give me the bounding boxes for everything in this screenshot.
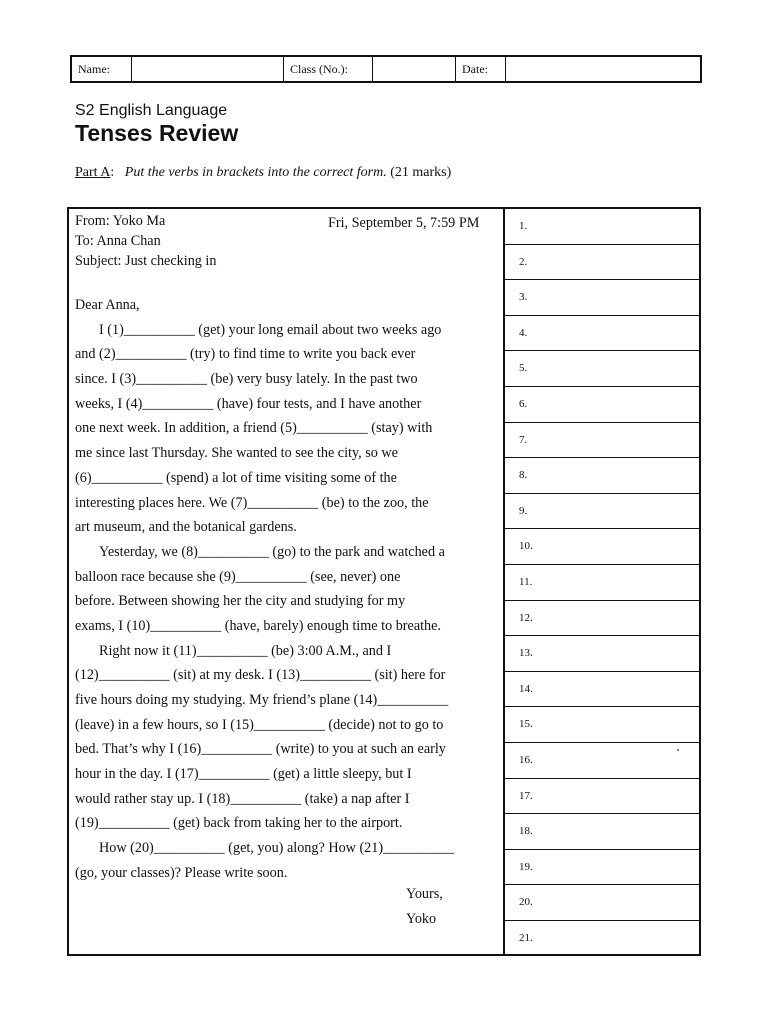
instructions <box>75 165 451 181</box>
answer-box[interactable]: 20. <box>505 885 701 921</box>
email-line: hour in the day. I (17)__________ (get) a little sleepy, but I <box>75 766 412 783</box>
email-line: bed. That’s why I (16)__________ (write) to you at such an early <box>75 741 446 758</box>
part-colon: : <box>110 165 115 180</box>
answer-box[interactable]: 17. <box>505 779 701 815</box>
answer-box[interactable]: 9. <box>505 494 701 530</box>
page-title: Tenses Review <box>75 120 239 146</box>
email-line: art museum, and the botanical gardens. <box>75 519 297 536</box>
answer-box[interactable]: 11. <box>505 565 701 601</box>
exercise-box <box>67 207 701 956</box>
closing-text: Yours, <box>406 886 443 902</box>
class-field[interactable] <box>373 57 456 81</box>
answer-box[interactable]: 21. <box>519 931 533 944</box>
email-body <box>75 293 499 886</box>
email-subject: Subject: Just checking in <box>75 253 217 269</box>
answer-box[interactable]: 7. <box>505 423 701 459</box>
email-from: From: Yoko Ma <box>75 213 166 229</box>
email-line: before. Between showing her the city and studying for my <box>75 593 406 610</box>
answer-box[interactable]: 4. <box>505 316 701 352</box>
answer-box[interactable]: 18. <box>505 814 701 850</box>
email-line: since. I (3)__________ (be) very busy lately. In the past two <box>75 371 418 388</box>
name-field[interactable] <box>132 57 284 81</box>
answer-box[interactable]: 6. <box>505 387 701 423</box>
email-line: (12)__________ (sit) at my desk. I (13)__________ (sit) here for <box>75 667 446 684</box>
email-line: five hours doing my studying. My friend’s plane (14)__________ <box>75 692 449 708</box>
email-line: me since last Thursday. She wanted to see the city, so we <box>75 445 398 462</box>
answer-box[interactable]: 15. <box>505 707 701 743</box>
email-line: would rather stay up. I (18)__________ (take) a nap after I <box>75 790 410 807</box>
answer-box[interactable]: 5. <box>505 351 701 387</box>
answer-box[interactable]: 16. <box>505 743 701 779</box>
email-line: one next week. In addition, a friend (5)__________ (stay) with <box>75 420 433 437</box>
answer-box[interactable]: 13. <box>505 636 701 672</box>
email-line: (leave) in a few hours, so I (15)__________ (decide) not to go to <box>75 716 444 733</box>
part-label: Part A <box>75 165 111 180</box>
answer-box[interactable]: 14. <box>505 672 701 708</box>
email-to: To: Anna Chan <box>75 233 161 249</box>
email-line: Yesterday, we (8)__________ (go) to the park and watched a <box>99 543 445 560</box>
email-line: balloon race because she (9)__________ (see, never) one <box>75 568 401 585</box>
course-name: S2 English Language <box>75 102 228 119</box>
email-line: interesting places here. We (7)__________ (be) to the zoo, the <box>75 494 429 511</box>
class-label: Class (No.): <box>284 57 373 81</box>
date-field[interactable] <box>506 57 700 81</box>
stray-mark <box>677 749 679 751</box>
email-date: Fri, September 5, 7:59 PM <box>328 215 480 231</box>
answer-column <box>505 209 701 956</box>
email-closing <box>406 882 443 931</box>
email-line: and (2)__________ (try) to find time to write you back ever <box>75 346 416 363</box>
answer-box[interactable]: 10. <box>505 529 701 565</box>
marks-label: (21 marks) <box>390 165 452 180</box>
student-info-table <box>70 55 702 83</box>
email-line: weeks, I (4)__________ (have) four tests, and I have another <box>75 395 422 412</box>
email-line: (go, your classes)? Please write soon. <box>75 864 288 881</box>
email-line: exams, I (10)__________ (have, barely) enough time to breathe. <box>75 617 442 634</box>
email-line: I (1)__________ (get) your long email about two weeks ago <box>99 321 442 338</box>
answer-box[interactable]: 19. <box>505 850 701 886</box>
date-label: Date: <box>456 57 506 81</box>
email-line: (19)__________ (get) back from taking her to the airport. <box>75 815 403 832</box>
email-line: Dear Anna, <box>75 297 140 313</box>
instruction-text: Put the verbs in brackets into the correct form. <box>124 165 387 180</box>
signature: Yoko <box>406 910 437 927</box>
answer-box[interactable]: 3. <box>505 280 701 316</box>
answer-box[interactable]: 2. <box>505 245 701 281</box>
answer-box[interactable]: 1. <box>505 209 701 245</box>
answer-box[interactable]: 8. <box>505 458 701 494</box>
email-line: How (20)__________ (get, you) along? How (21)__________ <box>99 840 455 857</box>
answer-box[interactable]: 12. <box>505 601 701 637</box>
email-letter <box>75 211 499 927</box>
email-line: Right now it (11)__________ (be) 3:00 A.M., and I <box>99 642 392 659</box>
email-line: (6)__________ (spend) a lot of time visiting some of the <box>75 469 397 486</box>
name-label: Name: <box>72 57 132 81</box>
